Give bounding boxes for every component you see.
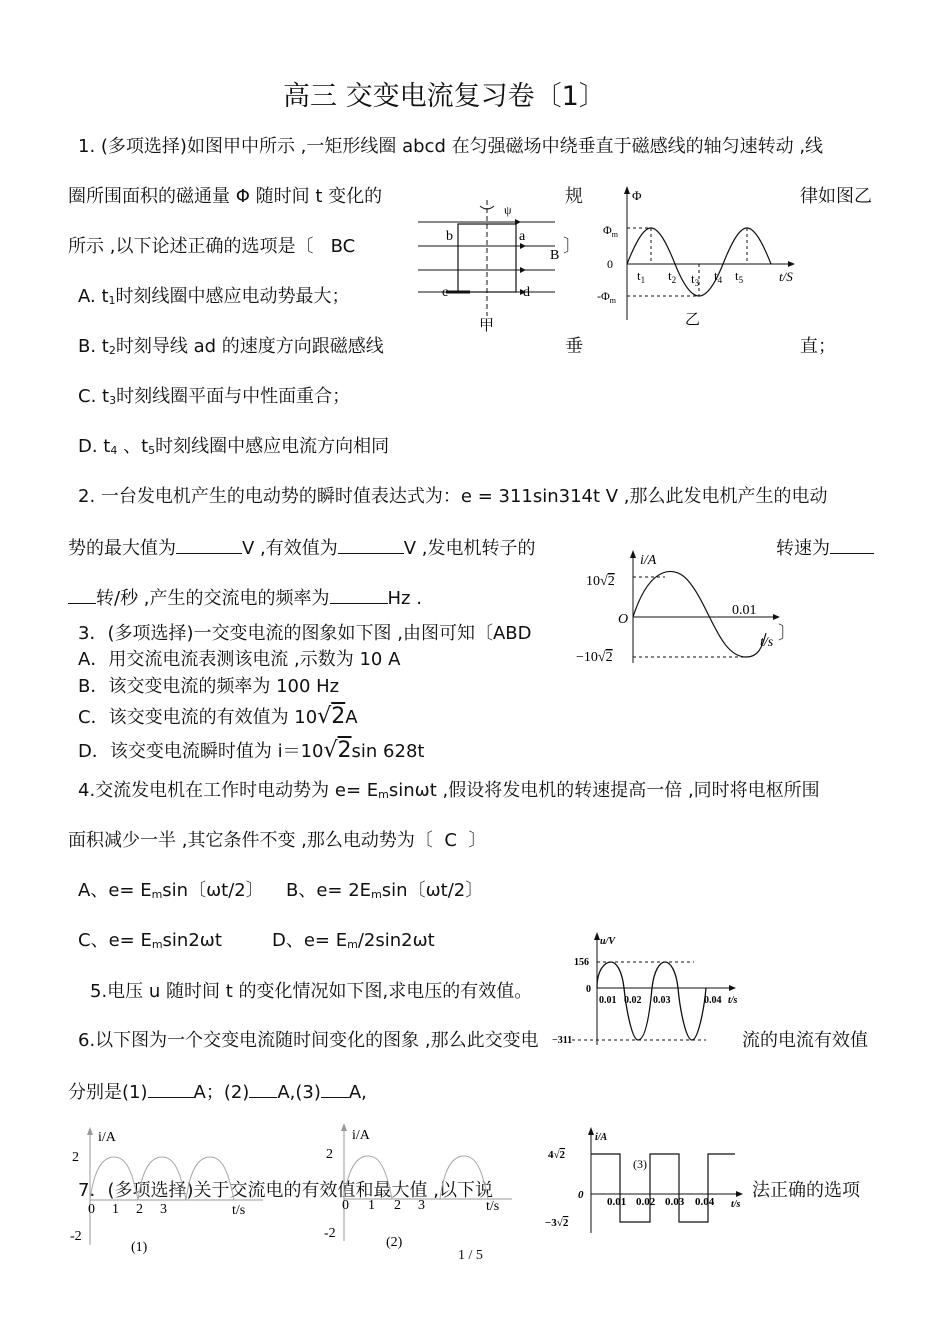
caption-yi: 乙 xyxy=(685,312,701,328)
q3-y-arrow xyxy=(630,550,636,558)
q5-x-arrow xyxy=(729,985,736,991)
q3-min-label: −10√2 xyxy=(576,650,613,665)
fig2-max: 2 xyxy=(326,1147,333,1162)
q6-line1: 6.以下图为一个交变电流随时间变化的图象 ,那么此交变电 xyxy=(78,1030,539,1051)
fig3-x-arrow xyxy=(736,1191,743,1197)
fig3-tick-2: 0.02 xyxy=(636,1196,656,1208)
q5-tick-3: 0.03 xyxy=(653,995,671,1006)
fig2-tick-1: 1 xyxy=(368,1198,375,1213)
blank-current-2 xyxy=(249,1080,277,1098)
fig1-curve xyxy=(90,1157,234,1200)
fig1-min: -2 xyxy=(70,1229,82,1244)
fig3-square-wave xyxy=(591,1154,735,1222)
q4-option-b: B、$e= 2E_m\sin$〔ωt/2〕 xyxy=(286,880,484,901)
q1-line1: 1. (多项选择)如图甲中所示 ,一矩形线圈 abcd 在匀强磁场中绕垂直于磁感线的轴匀速转动 ,线 xyxy=(78,136,824,157)
flux-x-arrow xyxy=(788,261,795,267)
q1-option-b-end: 直； xyxy=(800,336,836,357)
fig1-tick-2: 2 xyxy=(136,1202,143,1217)
fig3-tick-3: 0.03 xyxy=(665,1196,685,1208)
q2-line2: 势的最大值为 V ,有效值为 V ,发电机转子的 xyxy=(68,538,536,559)
q3-x-label: t/s xyxy=(760,635,774,650)
rotation-arrow-icon xyxy=(480,206,494,209)
q5-ticks xyxy=(599,995,722,1006)
fig3-y-label: i/A xyxy=(595,1132,608,1143)
q3-option-b: B．该交变电流的频率为 100 Hz xyxy=(78,676,340,697)
q2-line2-end: 转速为 xyxy=(776,536,874,560)
q1-option-d: D. $t_4$ 、$t_5$时刻线圈中感应电流方向相同 xyxy=(78,436,390,457)
label-c-corner: c xyxy=(442,285,449,300)
fig3-tick-4: 0.04 xyxy=(695,1196,715,1208)
blank-frequency xyxy=(330,586,388,604)
label-field-b: B xyxy=(550,248,560,263)
q1-line3-end: 〕 xyxy=(563,236,581,257)
blank-current-3 xyxy=(321,1080,349,1098)
q3-option-a: A．用交流电流表测该电流 ,示数为 10 A xyxy=(78,649,401,670)
fig2-tick-3: 3 xyxy=(418,1198,425,1213)
q7-line1-end: 法正确的选项 xyxy=(752,1180,860,1201)
flux-y-label: Φ xyxy=(632,188,642,203)
q1-option-b: B. $t_2$时刻导线 ad 的速度方向跟磁感线 xyxy=(78,336,384,357)
fig3-x-label: t/s xyxy=(731,1199,741,1210)
label-a-corner: a xyxy=(519,229,526,244)
page-title: 高三 交变电流复习卷〔1〕 xyxy=(283,81,606,112)
q5-y-label: u/V xyxy=(600,936,616,947)
fig2-tick-2: 2 xyxy=(394,1198,401,1213)
caption-jia: 甲 xyxy=(479,318,495,334)
blank-current-1 xyxy=(148,1080,194,1098)
q4-option-a: A、$e= E_m\sin$〔ωt/2〕 xyxy=(78,880,264,901)
figure-coil xyxy=(410,196,570,336)
q3-option-c: C．该交变电流的有效值为 10√2A xyxy=(78,704,358,729)
label-psi: ψ xyxy=(504,203,512,217)
q1-line2: 圈所围面积的磁通量 Φ 随时间 t 变化的 xyxy=(68,186,383,207)
q3-stem: 3．(多项选择)一交变电流的图象如下图 ,由图可知〔ABD xyxy=(78,623,532,644)
fig2-tick-0: 0 xyxy=(342,1198,349,1213)
q5-tick-2: 0.02 xyxy=(624,995,642,1006)
q1-option-a: A. $t_1$时刻线圈中感应电动势最大； xyxy=(78,286,350,307)
figure-q6-3 xyxy=(545,1125,750,1235)
q4-option-c: C、$e= E_m\sin 2\omega t$ xyxy=(78,930,222,951)
q4-line1: 4.交流发电机在工作时电动势为 $e= E_m\sin\omega t$ ,假设将发电机的转速提高一倍 ,同时将电枢所围 xyxy=(78,780,820,801)
figure-q3-current xyxy=(570,548,800,668)
fig1-tick-1: 1 xyxy=(112,1202,119,1217)
q5-tick-4: 0.04 xyxy=(704,995,722,1006)
fig1-y-arrow xyxy=(87,1127,93,1135)
fig1-y-label: i/A xyxy=(98,1130,116,1145)
figure-q6-2 xyxy=(322,1121,522,1256)
q2-line1: 2. 一台发电机产生的电动势的瞬时值表达式为：e = 311sin314t V ,那么此发电机产生的电动 xyxy=(78,486,828,507)
page-number: 1 / 5 xyxy=(458,1248,483,1263)
blank-speed-cont xyxy=(68,586,96,604)
label-b-corner: b xyxy=(446,229,453,244)
q4-option-d: D、$e= E_m/2\sin 2\omega t$ xyxy=(272,930,435,951)
blank-max xyxy=(176,536,242,554)
q5-zero-label: 0 xyxy=(586,984,591,995)
tick-t1: $t_1$ xyxy=(637,268,646,285)
flux-zero-label: 0 xyxy=(607,257,613,271)
q5-min-label: −311 xyxy=(552,1035,573,1046)
blank-effective xyxy=(338,536,404,554)
tick-t5: $t_5$ xyxy=(735,268,744,285)
q4-line2: 面积减少一半 ,其它条件不变 ,那么电动势为〔 C 〕 xyxy=(68,830,487,851)
fig3-origin: 0 xyxy=(578,1189,584,1201)
q5-text: 5.电压 u 随时间 t 的变化情况如下图,求电压的有效值。 xyxy=(90,981,533,1002)
fig3-tick-1: 0.01 xyxy=(607,1196,627,1208)
figure-flux xyxy=(595,184,815,334)
q7-line1: 7．(多项选择)关于交流电的有效值和最大值 ,以下说 xyxy=(78,1180,493,1201)
q3-max-label: 10√2 xyxy=(586,574,615,589)
q1-option-c: C. $t_3$时刻线圈平面与中性面重合； xyxy=(78,386,351,407)
label-d-corner: d xyxy=(523,285,530,300)
fig1-tick-3: 3 xyxy=(160,1202,167,1217)
fig2-y-label: i/A xyxy=(352,1128,370,1143)
q1-line3: 所示 ,以下论述正确的选项是〔 BC xyxy=(68,236,356,257)
flux-x-label: t/S xyxy=(779,269,793,284)
tick-t3: $t_3$ xyxy=(691,271,700,288)
fig2-x-label: t/s xyxy=(486,1199,500,1214)
flux-min-label: $-\Phi_m$ xyxy=(597,289,617,305)
flux-max-label: $\Phi_m$ xyxy=(603,223,619,239)
fig3-y-arrow xyxy=(588,1127,594,1135)
blank-speed xyxy=(830,536,874,554)
q1-answer: BC xyxy=(330,236,356,257)
q1-line2-end: 律如图乙 xyxy=(800,186,872,207)
fig2-caption: (2) xyxy=(386,1235,403,1250)
q5-tick-1: 0.01 xyxy=(599,995,617,1006)
fig1-tick-0: 0 xyxy=(88,1202,95,1217)
tick-t4: $t_4$ xyxy=(714,268,723,285)
fig3-min: −3√2 xyxy=(545,1217,569,1229)
q6-line1-end: 流的电流有效值 xyxy=(742,1030,868,1051)
q4-answer: C xyxy=(444,830,457,851)
fig1-max: 2 xyxy=(72,1150,79,1165)
fig1-caption: (1) xyxy=(131,1240,148,1255)
q5-x-label: t/s xyxy=(728,995,738,1006)
q3-stem-end: 〕 xyxy=(778,623,796,644)
q1-line2-gap: 规 xyxy=(565,186,583,207)
q2-line3: 转/秒 ,产生的交流电的频率为 Hz . xyxy=(68,586,422,610)
flux-y-arrow xyxy=(624,186,630,194)
figure-q6-1 xyxy=(68,1125,268,1260)
fig2-min: -2 xyxy=(324,1226,336,1241)
fig2-y-arrow xyxy=(341,1123,347,1131)
q6-line2: 分别是(1) A；(2) A,(3) A, xyxy=(68,1082,367,1103)
fig3-caption: (3) xyxy=(633,1157,647,1171)
q3-option-d: D．该交变电流瞬时值为 i＝10√2sin 628t xyxy=(78,738,425,763)
q1-option-b-gap: 垂 xyxy=(565,336,583,357)
q3-tick: 0.01 xyxy=(732,603,757,618)
fig1-x-label: t/s xyxy=(232,1203,246,1218)
fig2-curve xyxy=(344,1156,488,1199)
figure-q5-voltage xyxy=(552,930,756,1050)
fig3-max: 4√2 xyxy=(548,1149,566,1161)
q5-max-label: 156 xyxy=(574,957,589,968)
q3-y-label: i/A xyxy=(640,553,657,568)
tick-t2: $t_2$ xyxy=(668,268,677,285)
q3-x-arrow xyxy=(773,614,780,620)
q3-origin: O xyxy=(618,612,629,627)
